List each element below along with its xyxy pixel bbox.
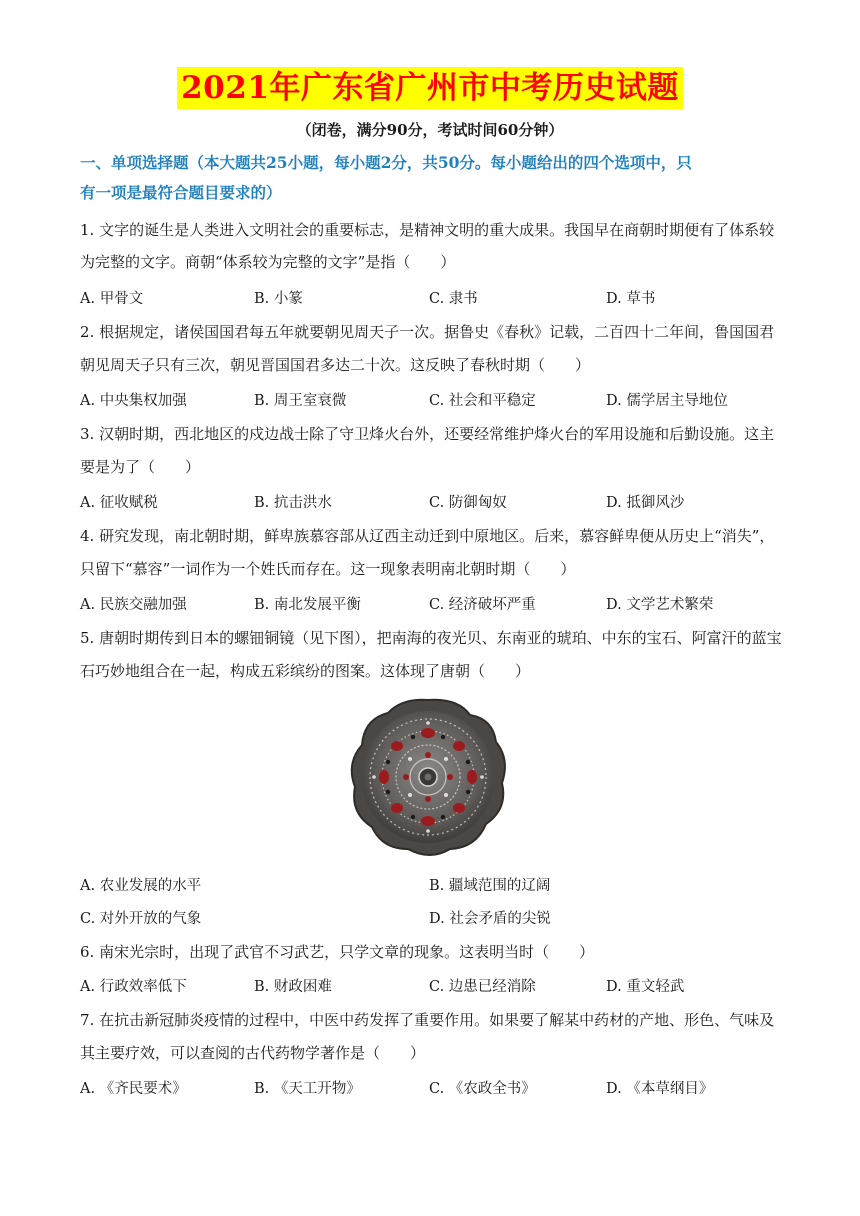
question-5-line-1: 5. 唐朝时期传到日本的螺钿铜镜（见下图），把南海的夜光贝、东南亚的琥珀、中东的宝石、阿富汗的蓝宝	[80, 629, 782, 647]
q2-option-b: B. 周王室衰微	[254, 393, 347, 409]
q3-option-a: A. 征收赋税	[80, 495, 158, 511]
q2-option-c: C. 社会和平稳定	[429, 393, 536, 409]
q5-option-b: B. 疆域范围的辽阔	[429, 878, 551, 894]
title-block	[0, 67, 860, 109]
q6-option-c: C. 边患已经消除	[429, 979, 536, 995]
q1-option-a: A. 甲骨文	[80, 291, 144, 307]
question-5-line-2: 石巧妙地组合在一起，构成五彩缤纷的图案。这体现了唐朝（ ）	[80, 662, 531, 680]
q5-option-a: A. 农业发展的水平	[80, 878, 202, 894]
question-1-line-1: 1. 文字的诞生是人类进入文明社会的重要标志，是精神文明的重大成果。我国早在商朝时期便有了体系较	[80, 221, 775, 239]
q1-option-b: B. 小篆	[254, 291, 303, 307]
q4-option-c: C. 经济破坏严重	[429, 597, 536, 613]
q2-option-a: A. 中央集权加强	[80, 393, 187, 409]
q3-option-b: B. 抗击洪水	[254, 495, 332, 511]
exam-subtitle: （闭卷，满分90分，考试时间60分钟）	[296, 121, 564, 139]
question-7-line-1: 7. 在抗击新冠肺炎疫情的过程中，中医中药发挥了重要作用。如果要了解某中药材的产地、形色、气味及	[80, 1011, 775, 1029]
q1-option-c: C. 隶书	[429, 291, 478, 307]
exam-title: 2021年广东省广州市中考历史试题	[177, 67, 683, 109]
question-3-line-2: 要是为了（ ）	[80, 458, 201, 476]
question-3-line-1: 3. 汉朝时期，西北地区的戍边战士除了守卫烽火台外，还要经常维护烽火台的军用设施和后勤设施。这主	[80, 425, 775, 443]
q7-option-d: D. 《本草纲目》	[606, 1081, 714, 1097]
question-7-line-2: 其主要疗效，可以查阅的古代药物学著作是（ ）	[80, 1044, 426, 1062]
q7-option-b: B. 《天工开物》	[254, 1081, 361, 1097]
q7-option-a: A. 《齐民要术》	[80, 1081, 187, 1097]
q6-option-d: D. 重文轻武	[606, 979, 685, 995]
q5-option-d: D. 社会矛盾的尖锐	[429, 911, 551, 927]
q3-option-d: D. 抵御风沙	[606, 495, 685, 511]
q2-option-d: D. 儒学居主导地位	[606, 393, 728, 409]
q5-option-c: C. 对外开放的气象	[80, 911, 202, 927]
q4-option-d: D. 文学艺术繁荣	[606, 597, 714, 613]
q1-option-d: D. 草书	[606, 291, 656, 307]
question-4-line-1: 4. 研究发现，南北朝时期，鲜卑族慕容部从辽西主动迁到中原地区。后来，慕容鲜卑便从历史上“消失”，	[80, 527, 775, 545]
q6-option-a: A. 行政效率低下	[80, 979, 187, 995]
q4-option-b: B. 南北发展平衡	[254, 597, 361, 613]
question-2-line-2: 朝见周天子只有三次，朝见晋国国君多达二十次。这反映了春秋时期（ ）	[80, 356, 591, 374]
question-4-line-2: 只留下“慕容”一词作为一个姓氏而存在。这一现象表明南北朝时期（ ）	[80, 560, 576, 578]
q3-option-c: C. 防御匈奴	[429, 495, 507, 511]
q4-option-a: A. 民族交融加强	[80, 597, 187, 613]
q7-option-c: C. 《农政全书》	[429, 1081, 536, 1097]
section-heading-line-1: 一、单项选择题（本大题共25小题，每小题2分，共50分。每小题给出的四个选项中，只	[80, 153, 692, 172]
question-2-line-1: 2. 根据规定，诸侯国国君每五年就要朝见周天子一次。据鲁史《春秋》记载，二百四十二年间，鲁国国君	[80, 323, 775, 341]
question-6-line-1: 6. 南宋光宗时，出现了武官不习武艺，只学文章的现象。这表明当时（ ）	[80, 943, 595, 961]
mother-of-pearl-bronze-mirror-image	[348, 697, 508, 857]
q6-option-b: B. 财政困难	[254, 979, 332, 995]
question-1-line-2: 为完整的文字。商朝“体系较为完整的文字”是指（ ）	[80, 253, 456, 271]
section-heading-line-2: 有一项是最符合题目要求的）	[80, 183, 282, 202]
